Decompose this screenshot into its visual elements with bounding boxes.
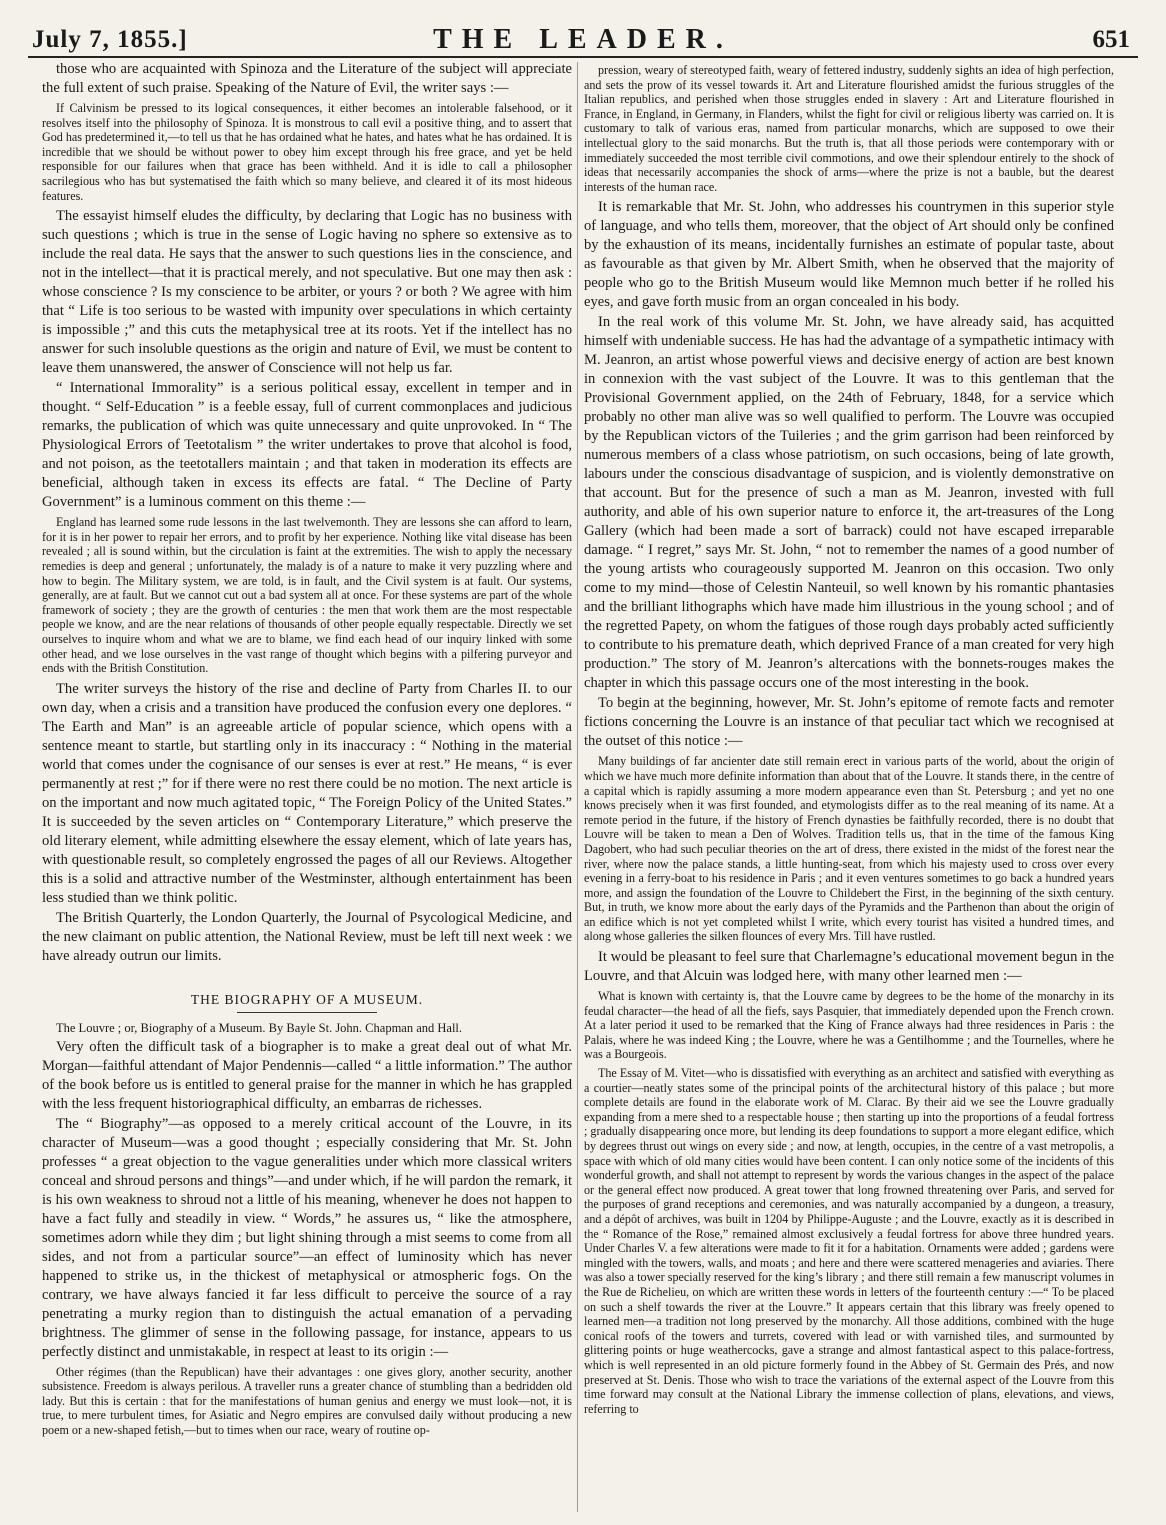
quoted-passage: pression, weary of stereotyped faith, weary of fettered industry, suddenly sights an idea of high perfection, and sets the prow of its vessel towards it. Art and Literature flourished amidst the furious struggles of the Italian republics, and perished when those struggles ended in slavery : Art and Literature flourished in France, in England, in Germany, in Flanders, whilst the fight for civil or religious liberty was carried on. It is customary to talk of various eras, named from particular monarchs, which are supposed to owe their intellectual glory to the said monarchs. But the truth is, that all those periods were contemporary with or immediately succeeded the most terrible civil commotions, and owe their splendour entirely to the shock of ideas that necessarily accompanies the shock of arms—where the prize is not a bauble, but the dearest interests of the human race.: [584, 63, 1114, 194]
quoted-passage: Other régimes (than the Republican) have their advantages : one gives glory, another security, another subsistence. Freedom is always perilous. A traveller runs a greater chance of stumbling than a bedridden old lady. But this is certain : that for the manifestations of human genius and energy we must look—not, it is true, to mere turbulent times, for Asiatic and Negro empires are convulsed daily without producing a new poem or a new-shaped fetish,—but to times when our race, weary of routine op-: [42, 1364, 572, 1438]
paragraph: The writer surveys the history of the rise and decline of Party from Charles II. to our own day, when a crisis and a transition have produced the confusion every one deplores. “ The Earth and Man” is an agreeable article of popular science, which opens with a sentence meant to startle, but startling only in its inaccuracy : “ Nothing in the material world that comes under the cognisance of our senses is ever at rest.” He means, “ is ever permanently at rest ;” for if there were no rest there could be no motion. The next article is on the important and now much agitated topic, “ The Foreign Policy of the United States.” It is succeeded by the seven articles on “ Contemporary Literature,” which preserve the old literary element, while admitting elsewhere the essay element, which of late years has, with questionable result, so completely engrossed the pages of all our Reviews. Altogether this is a solid and attractive number of the Westminster, although entertainment has been less studied than we think politic.: [42, 680, 572, 906]
quoted-passage: If Calvinism be pressed to its logical consequences, it either becomes an intolerable falsehood, or it resolves itself into the philosophy of Spinoza. It is monstrous to call evil a positive thing, and to assert that God has predetermined it,—to tell us that he has ordained what he hates, and hates what he has ordained. It is incredible that we should be without power to obey him except through his free grace, and yet be held responsible for our failures when that grace has been withheld. And it is idle to call a philosopher sacrilegious who has but systematised the faith which so many believe, and cleared it of its most hideous features.: [42, 101, 572, 203]
paragraph: “ International Immorality” is a serious political essay, excellent in temper and in thought. “ Self-Education ” is a feeble essay, full of current commonplaces and judicious remarks, the publication of which was quite unnecessary and quite unprovoked. In “ The Physiological Errors of Teetotalism ” the writer undertakes to prove that alcohol is food, and not poison, as the teetotallers maintain ; and that taken in moderation its effects are beneficial, although taken in excess its effects are fatal. “ The Decline of Party Government” is a luminous comment on this theme :—: [42, 380, 572, 511]
left-column: [42, 60, 572, 1518]
newspaper-title: THE LEADER.: [433, 24, 733, 55]
issue-date: July 7, 1855.]: [32, 26, 188, 53]
paragraph: Very often the difficult task of a biographer is to make a great deal out of what Mr. Morgan—faithful attendant of Major Pendennis—called “ a little information.” The author of the book before us is entitled to general praise for the manner in which he has grappled with the less frequent historiographical difficulty, an embarras de richesses.: [42, 1038, 572, 1112]
quoted-passage: Many buildings of far ancienter date still remain erect in various parts of the world, about the origin of which we have much more definite information than about that of the Louvre. It stands there, in the centre of a capital which is rapidly assuming a more modern appearance even than St. Petersburg ; and yet no one knows precisely when it was first founded, and etymologists differ as to the real meaning of its name. At a remote period in the future, if the history of French dynasties be faithfully recorded, there is no doubt that Louvre will be taken to mean a Den of Wolves. Tradition tells us, that in the time of the famous King Dagobert, who had such peculiar theories on the art of dress, there existed in the midst of the forest near the river, where now the palace stands, a little hunting-seat, from which his majesty used to cross over every evening in a ferry-boat to his residence in Paris ; and it even ventures sometimes to go back a hundred years more, and assign the foundation of the Louvre to Childebert the First, in the beginning of the sixth century. But, in truth, we know more about the early days of the Pyramids and the Parthenon than about the origin of an edifice which is not yet completed whilst I write, which every tourist has visited a hundred times, and along whose galleries the silken flounces of every Mrs. Till have rustled.: [584, 754, 1114, 944]
title-divider: [237, 1012, 377, 1013]
page-number: 651: [1092, 26, 1130, 53]
paragraph: In the real work of this volume Mr. St. John, we have already said, has acquitted himself with undeniable success. He has had the advantage of a sympathetic intimacy with M. Jeanron, an artist whose powerful views and decisive energy of action are best known in connexion with the vast subject of the Louvre. It was to this gentleman that the Provisional Government applied, on the 24th of February, 1848, for a service which probably no other man alive was so well qualified to perform. The Louvre was occupied by the Republican victors of the Tuileries ; and the grim garrison had been reinforced by numerous members of a class whose patriotism, on such occasions, being of late growth, labours under the conscious disadvantage of suspicion, and is violently demonstrative on that account. But for the presence of such a man as M. Jeanron, invested with full authority, and able of his own superior nature to enforce it, the art-treasures of the Long Gallery (which had been made a sort of barrack) could not have escaped irreparable damage. “ I regret,” says Mr. St. John, “ not to remember the names of a good number of the young artists who courageously supported M. Jeanron on this occasion. Two only come to my mind—those of Celestin Nanteuil, so well known by his romantic phantasies and the brilliant lithographs which have made him illustrious in the young school ; and of the regretted Papety, on whom the fatigues of those rough days probably acted sufficiently to contribute to his premature death, which deprived France of a man created for very high production.” The story of M. Jeanron’s altercations with the bonnets-rouges makes the chapter in which this passage occurs one of the most interesting in the book.: [584, 314, 1114, 692]
quoted-passage: The Essay of M. Vitet—who is dissatisfied with everything as an architect and satisfied with everything as a courtier—neatly states some of the principal points of the architectural history of this palace ; but more complete details are found in the elaborate work of M. Clarac. By their aid we see the Louvre gradually expanding from a mere shed to a respectable house ; then starting up into the proportions of a feudal fortress ; gradually disappearing once more, but lending its deep foundations to support a more elegant edifice, which by degrees thrust out wings on every side ; and now, at length, occupies, in the centre of a vast metropolis, a space with which of old many cities would have been content. I can only notice some of the incidents of this wonderful growth, and shall not attempt to represent by words the various changes in the aspect of the palace or the general effect now produced. A great tower that long frowned threatening over Paris, and served for the purposes of grand receptions and ceremonies, and was naturally accompanied by a dungeon, a treasury, and a dépôt of archives, was built in 1204 by Philippe-Auguste ; and the Louvre, exactly as it is described in the “ Romance of the Rose,” remained almost exclusively a feudal fortress for above three hundred years. Under Charles V. a few alterations were made to fit it for a habitation. Ornaments were added ; gardens were mingled with the towers, walls, and moats ; and here and there were scattered menageries and aviaries. There was also a tower specially reserved for the king’s library ; and there still remain a few manuscript volumes in the Rue de Richelieu, on which are written these words in letters of the fourteenth century :—“ To be placed on such a shelf towards the river at the Louvre.” It appears certain that this library was freely opened to learned men—a tradition not long preserved by the monarchy. All those additions, combined with the huge conical roofs of the towers and turrets, covered with lead or with varnished tiles, and surmounted by glittering points or huge weathercocks, gave a strange and almost fantastical aspect to this palace-fortress, which is well represented in an old picture formerly found in the Abbey of St. Germain des Prés, and now preserved at St. Denis. Those who wish to trace the variations of the external aspect of the Louvre from this time forward may consult at the National Library the immense collection of plans, elevations, and views, referring to: [584, 1066, 1114, 1416]
quoted-passage: What is known with certainty is, that the Louvre came by degrees to be the home of the monarchy in its feudal character—the head of all the fiefs, says Pasquier, that immediately depended upon the French crown. At a later period it used to be remarked that the King of France always had three residences in Paris : the Palais, where he was indeed King ; the Louvre, where he was a Gentilhomme ; and the Tournelles, where he was a Bourgeois.: [584, 989, 1114, 1062]
column-divider: [577, 62, 578, 1512]
paragraph: It would be pleasant to feel sure that Charlemagne’s educational movement begun in the Louvre, and that Alcuin was lodged here, with many other learned men :—: [584, 949, 1114, 985]
article-title: THE BIOGRAPHY OF A MUSEUM.: [190, 991, 424, 1007]
paragraph: It is remarkable that Mr. St. John, who addresses his countrymen in this superior style of language, and who tells them, moreover, that the object of Art should only be confined by the exhaustion of its means, incidentally furnishes an estimate of popular taste, about as favourable as that given by Mr. Albert Smith, when he observed that the majority of people who go to the British Museum would like Memnon much better if he rolled his eyes, and gave forth music from an organ concealed in his body.: [584, 199, 1114, 311]
book-citation: The Louvre ; or, Biography of a Museum. By Bayle St. John. Chapman and Hall.: [56, 1020, 463, 1035]
paragraph: The British Quarterly, the London Quarterly, the Journal of Psycological Medicine, and the new claimant on public attention, the National Review, must be left till next week : we have already outrun our limits.: [42, 909, 572, 964]
paragraph: The essayist himself eludes the difficulty, by declaring that Logic has no business with such questions ; which is true in the sense of Logic having no sphere so extensive as to include the real data. He says that the answer to such questions lies in the conscience, and not in the intellect—that it is practical merely, and not speculative. But one may then ask : whose conscience ? Is my conscience to be arbiter, or yours ? or both ? We agree with him that “ Life is too serious to be wasted with impunity over speculations in which certainty is impossible ;” and this cuts the metaphysical tree at its roots. Yet if the intellect has no answer for such insoluble questions as the origin and nature of Evil, we must be content to leave them unanswered, the answer of Conscience will not help us far.: [42, 208, 572, 377]
paragraph: To begin at the beginning, however, Mr. St. John’s epitome of remote facts and remoter fictions concerning the Louvre is an instance of that peculiar tact which we recognised at the outset of this notice :—: [584, 695, 1114, 750]
paragraph: those who are acquainted with Spinoza and the Literature of the subject will appreciate the full extent of such praise. Speaking of the Nature of Evil, the writer says :—: [42, 61, 572, 96]
masthead: [28, 12, 1138, 58]
quoted-passage: England has learned some rude lessons in the last twelvemonth. They are lessons she can afford to learn, for it is in her power to repair her errors, and to profit by her experience. Nothing like vital disease has been revealed ; all is sound within, but the circulation is faint at the extremities. The wish to apply the necessary remedies is deep and general ; unfortunately, the malady is of a nature to make it very puzzling where and how to begin. The Military system, we are told, is in fault, and the Civil system is at fault. Our systems, generally, are at fault. But we cannot cut out a bad system all at once. For these systems are part of the whole framework of society ; they are the growth of centuries : the men that work them are the most respectable people we know, and are the near relations of thousands of other people equally respectable. Directly we set ourselves to inquire whom and what we are to blame, we find each head of our inquiry linked with some other head, and we lose ourselves in the vast range of thought which begins with a pilfering purveyor and ends with the British Constitution.: [42, 515, 572, 676]
right-column: [584, 60, 1114, 1518]
paragraph: The “ Biography”—as opposed to a merely critical account of the Louvre, in its character of Museum—was a good thought ; especially considering that Mr. St. John professes “ a great objection to the vague generalities under which more classical writers conceal and shroud persons and things”—and under which, if he will pardon the remark, it is his own weakness to shroud not a little of his meaning, whenever he does not happen to have a fact fully and steadily in view. “ Words,” he assures us, “ like the atmosphere, sometimes adorn while they dim ; but light shining through a mist seems to come from all sides, and not from a particular source”—an effect of luminosity which has never happened to strike us, in the thickest of metaphysical or atmospheric fogs. On the contrary, we have always fancied it far less difficult to perceive the source of a ray penetrating a murky region than to distinguish the actual emanation of a pervading brightness. The glimmer of sense in the following passage, for instance, appears to us perfectly distinct and unmistakable, in respect at least to its origin :—: [42, 1115, 572, 1360]
